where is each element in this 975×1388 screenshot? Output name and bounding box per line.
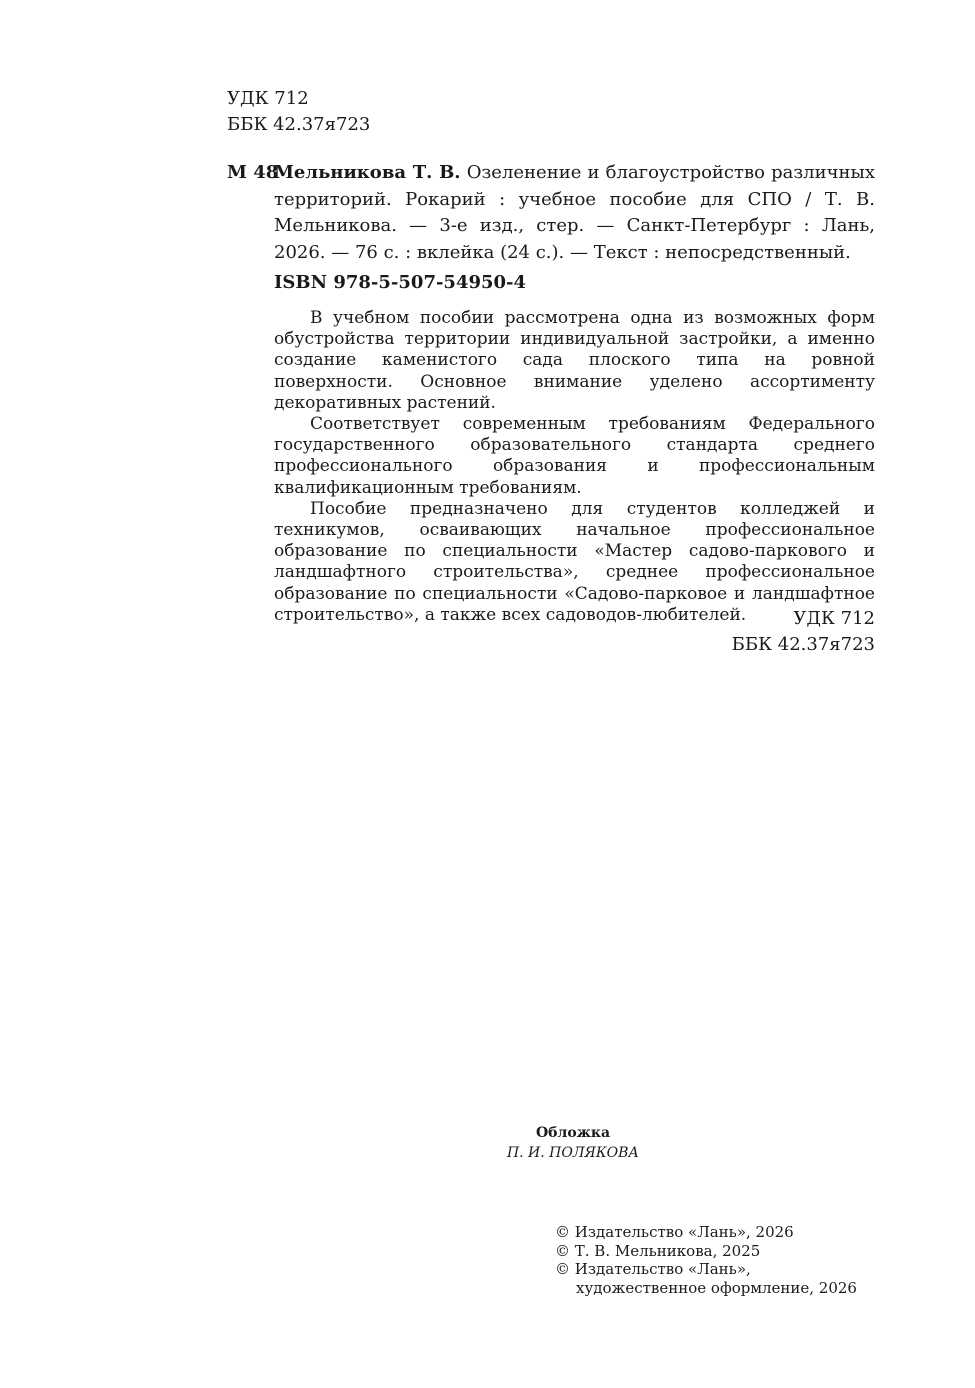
author-sign: М 48 (227, 162, 279, 183)
annotation-paragraph: Соответствует современным требованиям Федерального государственного образовательного стандарта среднего профессионального образования и профессиональным квалификационным требованиям. (274, 414, 875, 498)
copyright-line: художественное оформление, 2026 (576, 1278, 857, 1297)
annotation-paragraph: Пособие предназначено для студентов колледжей и техникумов, осваивающих начальное профессиональное образование по специальности «Мастер садово-паркового и ландшафтного строительства», среднее профессиональное образование по специальности «Садово-парковое и ландшафтное строительство», а также всех садоводов-любителей. (274, 498, 875, 625)
cover-credit (470, 1123, 676, 1163)
copyright-line: © Издательство «Лань», 2026 (555, 1223, 794, 1241)
bottom-classification-codes (700, 606, 875, 658)
copyright-line: © Т. В. Мельникова, 2025 (555, 1241, 761, 1260)
cover-label: Обложка (535, 1125, 611, 1141)
copyright-line: © Издательство «Лань», (555, 1260, 751, 1278)
bbk-code: ББК 42.37я723 (731, 634, 875, 655)
bbk-code: ББК 42.37я723 (227, 114, 371, 135)
annotation-paragraph: В учебном пособии рассмотрена одна из возможных форм обустройства территории индивидуальной застройки, а именно создание каменистого сада плоского типа на ровной поверхности. Основное внимание уделено ассортименту декоративных растений. (274, 308, 875, 413)
cover-artist: П. И. ПОЛЯКОВА (506, 1145, 640, 1161)
bibliographic-entry (227, 160, 875, 266)
bibliographic-description-block (274, 160, 875, 266)
bibliographic-description: Озеленение и благоустройство различных территорий. Рокарий : учебное пособие для СПО / Т. В. Мельникова. — 3-е изд., стер. — Санкт-Петербург : Лань, 2026. — 76 с. : вклейка (24 с.). — Текст : непосредственный. (274, 162, 875, 263)
udk-code: УДК 712 (793, 608, 875, 629)
annotation (274, 308, 875, 626)
top-classification-codes (227, 86, 370, 138)
author-name: Мельникова Т. В. (274, 162, 461, 183)
isbn: ISBN 978-5-507-54950-4 (274, 272, 527, 293)
udk-code: УДК 712 (227, 88, 309, 109)
copyright-block (555, 1223, 857, 1297)
